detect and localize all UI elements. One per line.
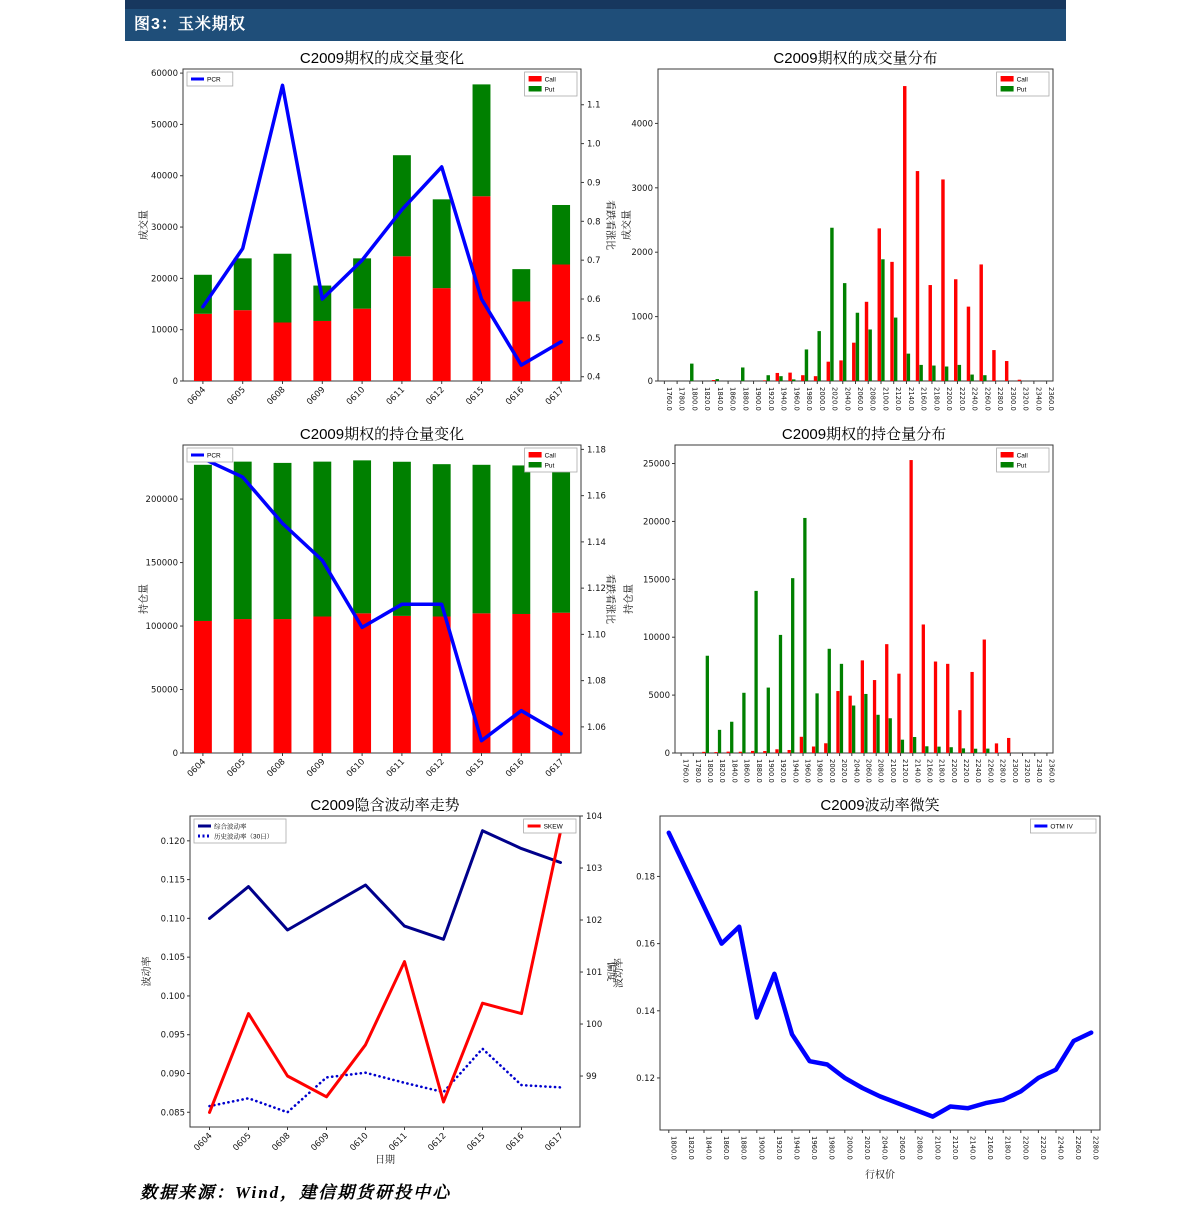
svg-text:0616: 0616 <box>504 757 527 780</box>
svg-text:Call: Call <box>1016 76 1028 84</box>
svg-text:SKEW: SKEW <box>543 823 563 831</box>
svg-text:Put: Put <box>1016 86 1027 94</box>
svg-text:0.105: 0.105 <box>160 953 185 964</box>
svg-text:0610: 0610 <box>344 385 368 408</box>
svg-text:1.12: 1.12 <box>587 584 606 595</box>
svg-text:0611: 0611 <box>384 385 408 408</box>
svg-text:0612: 0612 <box>426 1131 449 1154</box>
svg-text:1920.0: 1920.0 <box>766 387 775 411</box>
svg-text:0617: 0617 <box>543 1131 566 1154</box>
svg-text:2120.0: 2120.0 <box>894 387 903 411</box>
svg-text:1880.0: 1880.0 <box>754 759 763 783</box>
svg-text:0.18: 0.18 <box>636 872 655 883</box>
svg-text:2080.0: 2080.0 <box>876 759 885 783</box>
svg-text:0608: 0608 <box>270 1131 293 1154</box>
svg-text:2180.0: 2180.0 <box>1003 1136 1012 1160</box>
svg-text:C2009隐含波动率走势: C2009隐含波动率走势 <box>310 797 460 814</box>
svg-text:2020.0: 2020.0 <box>830 387 839 411</box>
svg-text:Put: Put <box>544 86 555 94</box>
svg-text:2080.0: 2080.0 <box>915 1136 924 1160</box>
svg-text:成交量: 成交量 <box>622 210 633 240</box>
svg-text:1.16: 1.16 <box>587 491 606 502</box>
svg-text:2080.0: 2080.0 <box>868 387 877 411</box>
svg-text:40000: 40000 <box>150 171 178 182</box>
svg-text:1.0: 1.0 <box>587 139 601 150</box>
chart-open-interest-change <box>140 425 632 797</box>
svg-text:2100.0: 2100.0 <box>933 1136 942 1160</box>
svg-text:2000.0: 2000.0 <box>845 1136 854 1160</box>
svg-text:PCR: PCR <box>207 76 221 84</box>
svg-text:0.12: 0.12 <box>636 1073 655 1084</box>
svg-text:1.08: 1.08 <box>587 676 606 687</box>
svg-text:1800.0: 1800.0 <box>705 759 714 783</box>
svg-text:2260.0: 2260.0 <box>1074 1136 1083 1160</box>
svg-text:2280.0: 2280.0 <box>996 387 1005 411</box>
svg-text:1860.0: 1860.0 <box>722 1136 731 1160</box>
svg-text:2280.0: 2280.0 <box>1091 1136 1100 1160</box>
svg-text:0604: 0604 <box>185 385 209 408</box>
svg-text:0610: 0610 <box>348 1131 371 1154</box>
svg-text:0616: 0616 <box>504 385 527 408</box>
svg-text:0.110: 0.110 <box>160 914 185 925</box>
svg-text:Call: Call <box>544 452 556 460</box>
svg-text:0605: 0605 <box>225 757 248 780</box>
svg-text:0609: 0609 <box>309 1131 332 1154</box>
svg-text:2200.0: 2200.0 <box>1021 1136 1030 1160</box>
svg-text:2020.0: 2020.0 <box>840 759 849 783</box>
svg-text:0: 0 <box>647 377 653 387</box>
svg-text:0: 0 <box>172 749 178 759</box>
svg-text:2020.0: 2020.0 <box>862 1136 871 1160</box>
svg-text:1840.0: 1840.0 <box>704 1136 713 1160</box>
svg-text:1780.0: 1780.0 <box>693 759 702 783</box>
svg-text:2200.0: 2200.0 <box>945 387 954 411</box>
svg-text:1760.0: 1760.0 <box>681 759 690 783</box>
chart-implied-volatility-trend <box>140 795 632 1200</box>
svg-text:2360.0: 2360.0 <box>1047 759 1056 783</box>
svg-text:0: 0 <box>172 377 178 387</box>
svg-text:1800.0: 1800.0 <box>690 387 699 411</box>
svg-text:1820.0: 1820.0 <box>686 1136 695 1160</box>
svg-text:持仓量: 持仓量 <box>624 584 635 614</box>
svg-text:2180.0: 2180.0 <box>937 759 946 783</box>
svg-text:2140.0: 2140.0 <box>968 1136 977 1160</box>
svg-text:1860.0: 1860.0 <box>742 759 751 783</box>
svg-text:100: 100 <box>586 1020 603 1031</box>
svg-text:1760.0: 1760.0 <box>664 387 673 411</box>
svg-text:C2009期权的持仓量分布: C2009期权的持仓量分布 <box>781 426 947 443</box>
svg-text:0: 0 <box>664 749 670 759</box>
svg-text:0604: 0604 <box>185 757 209 780</box>
svg-text:1920.0: 1920.0 <box>779 759 788 783</box>
svg-text:1.18: 1.18 <box>587 445 606 456</box>
svg-text:0.100: 0.100 <box>160 991 185 1002</box>
svg-text:2140.0: 2140.0 <box>913 759 922 783</box>
svg-text:2260.0: 2260.0 <box>983 387 992 411</box>
svg-text:0612: 0612 <box>424 757 447 780</box>
svg-text:0.115: 0.115 <box>160 875 185 886</box>
svg-text:日期: 日期 <box>375 1155 395 1166</box>
figure-title-bar <box>125 9 1066 41</box>
svg-text:0.6: 0.6 <box>587 295 601 306</box>
svg-text:0.095: 0.095 <box>160 1030 185 1041</box>
svg-text:2240.0: 2240.0 <box>974 759 983 783</box>
svg-text:2300.0: 2300.0 <box>1010 759 1019 783</box>
svg-text:1780.0: 1780.0 <box>677 387 686 411</box>
svg-text:0615: 0615 <box>464 385 487 408</box>
svg-text:2160.0: 2160.0 <box>986 1136 995 1160</box>
svg-text:10000: 10000 <box>150 325 178 336</box>
svg-text:1900.0: 1900.0 <box>757 1136 766 1160</box>
svg-text:2220.0: 2220.0 <box>962 759 971 783</box>
svg-text:50000: 50000 <box>150 685 178 696</box>
svg-text:1.1: 1.1 <box>587 100 601 111</box>
svg-text:OTM IV: OTM IV <box>1050 823 1073 831</box>
svg-text:2220.0: 2220.0 <box>957 387 966 411</box>
svg-text:25000: 25000 <box>642 459 670 470</box>
chart-volume-change <box>140 48 632 425</box>
svg-text:1820.0: 1820.0 <box>703 387 712 411</box>
svg-text:0605: 0605 <box>225 385 248 408</box>
svg-text:20000: 20000 <box>642 517 670 528</box>
svg-text:2000.0: 2000.0 <box>817 387 826 411</box>
svg-text:2320.0: 2320.0 <box>1021 387 1030 411</box>
svg-text:0.14: 0.14 <box>636 1006 655 1017</box>
svg-text:0.8: 0.8 <box>587 217 601 228</box>
svg-text:1920.0: 1920.0 <box>774 1136 783 1160</box>
svg-text:1960.0: 1960.0 <box>792 387 801 411</box>
svg-text:1880.0: 1880.0 <box>741 387 750 411</box>
svg-text:0608: 0608 <box>265 757 288 780</box>
svg-text:0609: 0609 <box>305 385 328 408</box>
svg-text:0610: 0610 <box>344 757 368 780</box>
svg-text:C2009期权的持仓量变化: C2009期权的持仓量变化 <box>299 426 465 443</box>
svg-text:104: 104 <box>586 812 603 822</box>
svg-text:2260.0: 2260.0 <box>986 759 995 783</box>
svg-text:0.085: 0.085 <box>160 1108 185 1119</box>
svg-text:2160.0: 2160.0 <box>925 759 934 783</box>
svg-text:1880.0: 1880.0 <box>739 1136 748 1160</box>
svg-text:2180.0: 2180.0 <box>932 387 941 411</box>
svg-text:C2009期权的成交量分布: C2009期权的成交量分布 <box>773 50 938 67</box>
svg-text:0611: 0611 <box>387 1131 410 1154</box>
svg-text:100000: 100000 <box>145 622 178 633</box>
svg-text:0.5: 0.5 <box>587 333 601 344</box>
svg-text:Put: Put <box>544 462 555 470</box>
svg-text:1840.0: 1840.0 <box>715 387 724 411</box>
svg-text:0.9: 0.9 <box>587 178 601 189</box>
svg-text:PCR: PCR <box>207 452 221 460</box>
svg-text:2060.0: 2060.0 <box>864 759 873 783</box>
chart-volatility-smile <box>610 795 1145 1200</box>
svg-text:2280.0: 2280.0 <box>998 759 1007 783</box>
svg-text:1940.0: 1940.0 <box>792 1136 801 1160</box>
svg-text:0.16: 0.16 <box>636 939 655 950</box>
svg-text:0609: 0609 <box>305 757 328 780</box>
svg-text:2040.0: 2040.0 <box>880 1136 889 1160</box>
svg-text:2340.0: 2340.0 <box>1035 759 1044 783</box>
svg-text:Call: Call <box>1016 452 1028 460</box>
svg-text:1960.0: 1960.0 <box>803 759 812 783</box>
svg-text:102: 102 <box>586 916 603 927</box>
svg-text:2240.0: 2240.0 <box>1056 1136 1065 1160</box>
svg-text:Call: Call <box>544 76 556 84</box>
svg-text:C2009波动率微笑: C2009波动率微笑 <box>820 797 940 814</box>
svg-text:0605: 0605 <box>231 1131 254 1154</box>
svg-text:99: 99 <box>586 1072 597 1083</box>
svg-text:2200.0: 2200.0 <box>949 759 958 783</box>
svg-text:2340.0: 2340.0 <box>1034 387 1043 411</box>
svg-text:2000: 2000 <box>631 248 653 259</box>
svg-text:2100.0: 2100.0 <box>888 759 897 783</box>
svg-text:30000: 30000 <box>150 223 178 234</box>
svg-text:C2009期权的成交量变化: C2009期权的成交量变化 <box>299 50 465 67</box>
svg-text:1820.0: 1820.0 <box>718 759 727 783</box>
svg-text:0611: 0611 <box>384 757 408 780</box>
svg-text:10000: 10000 <box>642 633 670 644</box>
svg-text:波动率: 波动率 <box>142 956 153 987</box>
svg-text:0615: 0615 <box>465 1131 488 1154</box>
svg-text:0617: 0617 <box>543 385 567 408</box>
svg-text:0612: 0612 <box>424 385 447 408</box>
svg-text:1860.0: 1860.0 <box>728 387 737 411</box>
svg-text:0.120: 0.120 <box>160 836 185 847</box>
svg-text:15000: 15000 <box>642 575 670 586</box>
svg-text:5000: 5000 <box>648 691 670 702</box>
svg-text:60000: 60000 <box>150 69 178 80</box>
svg-text:看跌看涨比: 看跌看涨比 <box>604 574 615 624</box>
svg-text:综合波动率: 综合波动率 <box>214 823 247 831</box>
svg-text:0617: 0617 <box>543 757 567 780</box>
svg-text:0608: 0608 <box>265 385 288 408</box>
svg-text:行权价: 行权价 <box>865 1170 895 1181</box>
svg-text:1980.0: 1980.0 <box>815 759 824 783</box>
svg-text:2120.0: 2120.0 <box>950 1136 959 1160</box>
svg-text:4000: 4000 <box>631 119 653 130</box>
svg-text:Put: Put <box>1016 462 1027 470</box>
svg-text:200000: 200000 <box>145 495 178 506</box>
source-note: 数据来源：Wind，建信期货研投中心 <box>140 1183 452 1202</box>
svg-text:20000: 20000 <box>150 274 178 285</box>
svg-text:2040.0: 2040.0 <box>852 759 861 783</box>
svg-text:0.4: 0.4 <box>587 372 601 383</box>
svg-text:3000: 3000 <box>631 183 653 194</box>
chart-open-interest-distribution <box>600 425 1090 797</box>
svg-text:2160.0: 2160.0 <box>919 387 928 411</box>
svg-text:2100.0: 2100.0 <box>881 387 890 411</box>
svg-text:1800.0: 1800.0 <box>669 1136 678 1160</box>
svg-text:0604: 0604 <box>192 1131 215 1154</box>
svg-text:持仓量: 持仓量 <box>139 584 150 614</box>
svg-text:2320.0: 2320.0 <box>1023 759 1032 783</box>
figure-title: 图3：玉米期权 <box>134 16 246 33</box>
svg-text:2060.0: 2060.0 <box>898 1136 907 1160</box>
svg-text:成交量: 成交量 <box>139 210 150 240</box>
svg-text:1.10: 1.10 <box>587 630 606 641</box>
svg-text:2300.0: 2300.0 <box>1008 387 1017 411</box>
svg-text:50000: 50000 <box>150 120 178 131</box>
header-top-stripe <box>125 0 1066 9</box>
svg-text:波动率: 波动率 <box>614 958 625 988</box>
svg-text:2120.0: 2120.0 <box>901 759 910 783</box>
svg-text:150000: 150000 <box>145 558 178 569</box>
svg-text:0.7: 0.7 <box>587 256 601 267</box>
svg-text:1.06: 1.06 <box>587 722 606 733</box>
svg-text:看跌看涨比: 看跌看涨比 <box>604 200 615 250</box>
svg-text:101: 101 <box>586 968 603 979</box>
svg-text:历史波动率（30日）: 历史波动率（30日） <box>214 833 274 841</box>
svg-text:103: 103 <box>586 864 603 875</box>
svg-text:2240.0: 2240.0 <box>970 387 979 411</box>
svg-text:1940.0: 1940.0 <box>779 387 788 411</box>
svg-text:1900.0: 1900.0 <box>754 387 763 411</box>
svg-text:1940.0: 1940.0 <box>791 759 800 783</box>
svg-text:2000.0: 2000.0 <box>827 759 836 783</box>
chart-volume-distribution <box>600 48 1090 425</box>
svg-text:1000: 1000 <box>631 312 653 323</box>
svg-text:2040.0: 2040.0 <box>843 387 852 411</box>
svg-text:0615: 0615 <box>464 757 487 780</box>
svg-text:0.090: 0.090 <box>160 1069 185 1080</box>
svg-text:1980.0: 1980.0 <box>827 1136 836 1160</box>
svg-text:1980.0: 1980.0 <box>805 387 814 411</box>
svg-text:1840.0: 1840.0 <box>730 759 739 783</box>
svg-text:2360.0: 2360.0 <box>1047 387 1056 411</box>
svg-text:1960.0: 1960.0 <box>810 1136 819 1160</box>
svg-text:1.14: 1.14 <box>587 537 606 548</box>
svg-text:2140.0: 2140.0 <box>906 387 915 411</box>
svg-text:偏度: 偏度 <box>605 961 616 982</box>
svg-text:2060.0: 2060.0 <box>856 387 864 411</box>
svg-text:1900.0: 1900.0 <box>766 759 775 783</box>
svg-text:2220.0: 2220.0 <box>1038 1136 1047 1160</box>
svg-text:0616: 0616 <box>504 1131 527 1154</box>
